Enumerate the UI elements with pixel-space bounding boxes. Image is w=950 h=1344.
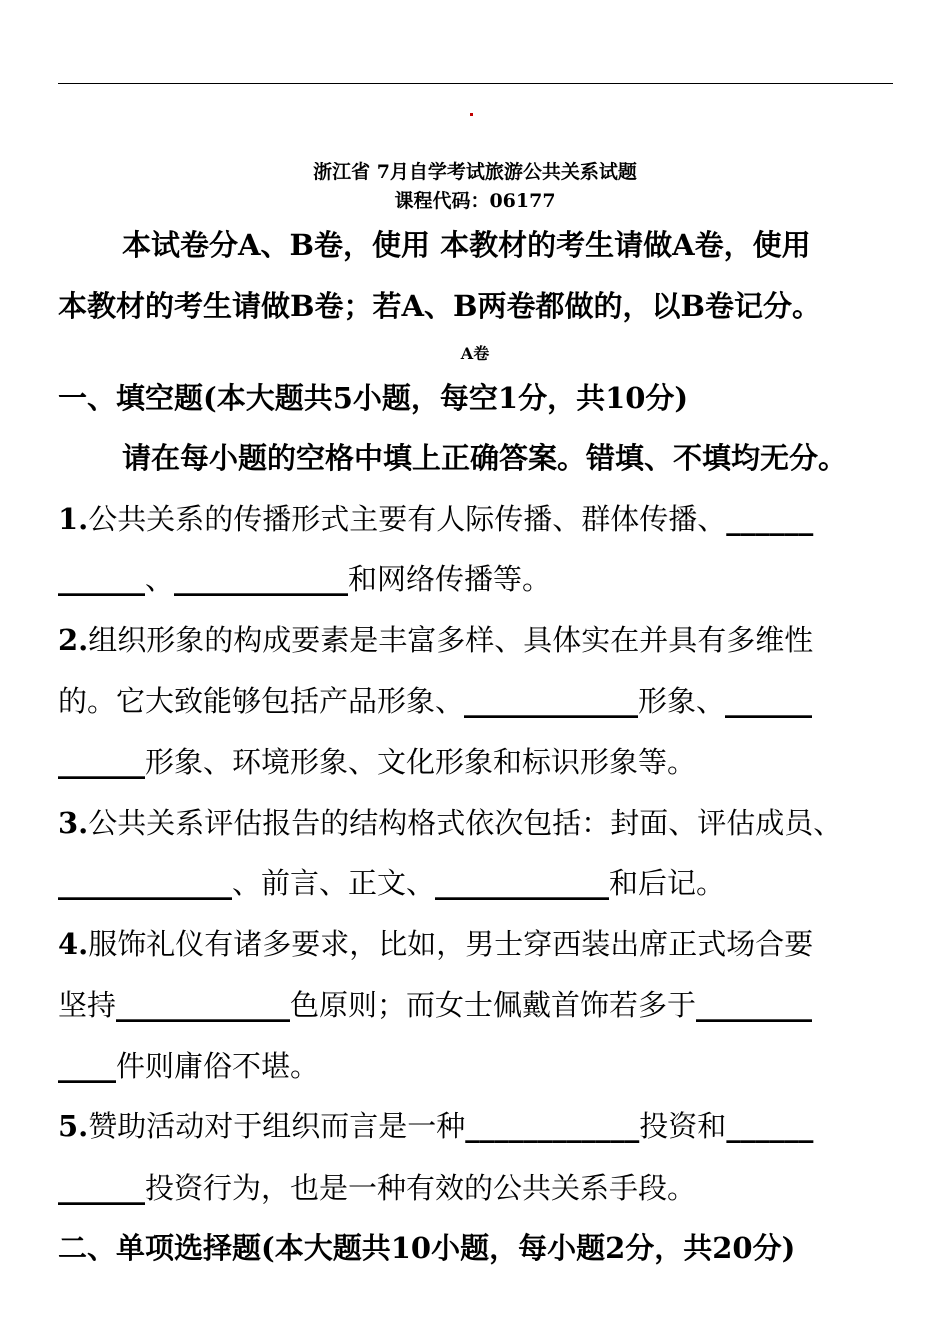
q2-text: 组织形象的构成要素是丰富多样、具体实在并具有多维性 xyxy=(88,623,814,657)
q4-end: 件则庸俗不堪。 xyxy=(116,1049,320,1083)
q5-text-1a: 赞助活动对于组织而言是一种 xyxy=(88,1109,466,1143)
section-a-title: A卷 xyxy=(460,344,490,363)
q3-mid: 、前言、正文、 xyxy=(232,866,436,900)
intro-line-1: 本试卷分A、B卷，使用 本教材的考生请做A卷，使用 xyxy=(122,228,811,262)
q2-line-2 xyxy=(58,681,812,721)
part2-heading: 二、单项选择题(本大题共10小题，每小题2分，共20分) xyxy=(58,1231,796,1265)
q1-blank-2: ____________ xyxy=(174,562,349,596)
q4-line-1 xyxy=(58,924,813,964)
q3-end: 和后记。 xyxy=(609,866,726,900)
course-code: 课程代码：06177 xyxy=(394,190,556,212)
q1-blank-1a: ______ xyxy=(726,502,814,536)
q3-text: 公共关系评估报告的结构格式依次包括：封面、评估成员、 xyxy=(88,806,843,840)
part1-heading: 一、填空题(本大题共5小题，每空1分，共10分) xyxy=(58,381,689,415)
part1-instruction: 请在每小题的空格中填上正确答案。错填、不填均无分。 xyxy=(122,441,848,475)
red-dot-mark xyxy=(470,113,473,116)
q2-text-2b: 形象、 xyxy=(638,684,726,718)
q4-blank-1: ____________ xyxy=(116,988,291,1022)
q3-line-2 xyxy=(58,863,725,903)
intro-line-2: 本教材的考生请做B卷；若A、B两卷都做的，以B卷记分。 xyxy=(58,289,822,323)
header-rule xyxy=(58,83,893,84)
q2-blank-2a: ______ xyxy=(725,684,813,718)
q5-blank-1: ____________ xyxy=(465,1109,640,1143)
q1-text: 公共关系的传播形式主要有人际传播、群体传播、 xyxy=(88,502,727,536)
q2-text-2a: 的。它大致能够包括产品形象、 xyxy=(58,684,465,718)
q5-number: 5. xyxy=(58,1109,89,1143)
q5-line-2 xyxy=(58,1168,696,1208)
q2-line-3 xyxy=(58,742,696,782)
q3-blank-1: ____________ xyxy=(58,866,232,900)
q3-line-1 xyxy=(58,803,842,843)
q2-line-1 xyxy=(58,620,813,660)
q4-text-2a: 坚持 xyxy=(58,988,117,1022)
q4-blank-2b: ____ xyxy=(58,1049,116,1083)
q5-blank-2a: ______ xyxy=(726,1109,814,1143)
q1-blank-1b: ______ xyxy=(58,562,145,596)
q2-number: 2. xyxy=(58,623,89,657)
q5-text-1b: 投资和 xyxy=(639,1109,727,1143)
q1-number: 1. xyxy=(58,502,89,536)
q1-line-1 xyxy=(58,499,813,539)
q5-end: 投资行为，也是一种有效的公共关系手段。 xyxy=(145,1171,697,1205)
q4-line-3 xyxy=(58,1046,319,1086)
q3-number: 3. xyxy=(58,806,89,840)
q4-text-2b: 色原则；而女士佩戴首饰若多于 xyxy=(290,988,697,1022)
q1-end: 和网络传播等。 xyxy=(348,562,552,596)
q1-sep: 、 xyxy=(145,562,175,596)
q4-line-2 xyxy=(58,985,812,1025)
q5-blank-2b: ______ xyxy=(58,1171,145,1205)
q4-number: 4. xyxy=(58,927,89,961)
q4-blank-2a: ________ xyxy=(696,988,813,1022)
q1-line-2 xyxy=(58,559,551,599)
q2-blank-2b: ______ xyxy=(58,745,145,779)
q3-blank-2: ____________ xyxy=(435,866,610,900)
exam-title: 浙江省 7月自学考试旅游公共关系试题 xyxy=(313,161,637,183)
q2-blank-1: ____________ xyxy=(464,684,639,718)
q4-text: 服饰礼仪有诸多要求，比如，男士穿西装出席正式场合要 xyxy=(88,927,814,961)
q5-line-1 xyxy=(58,1106,813,1146)
q2-end: 形象、环境形象、文化形象和标识形象等。 xyxy=(145,745,697,779)
